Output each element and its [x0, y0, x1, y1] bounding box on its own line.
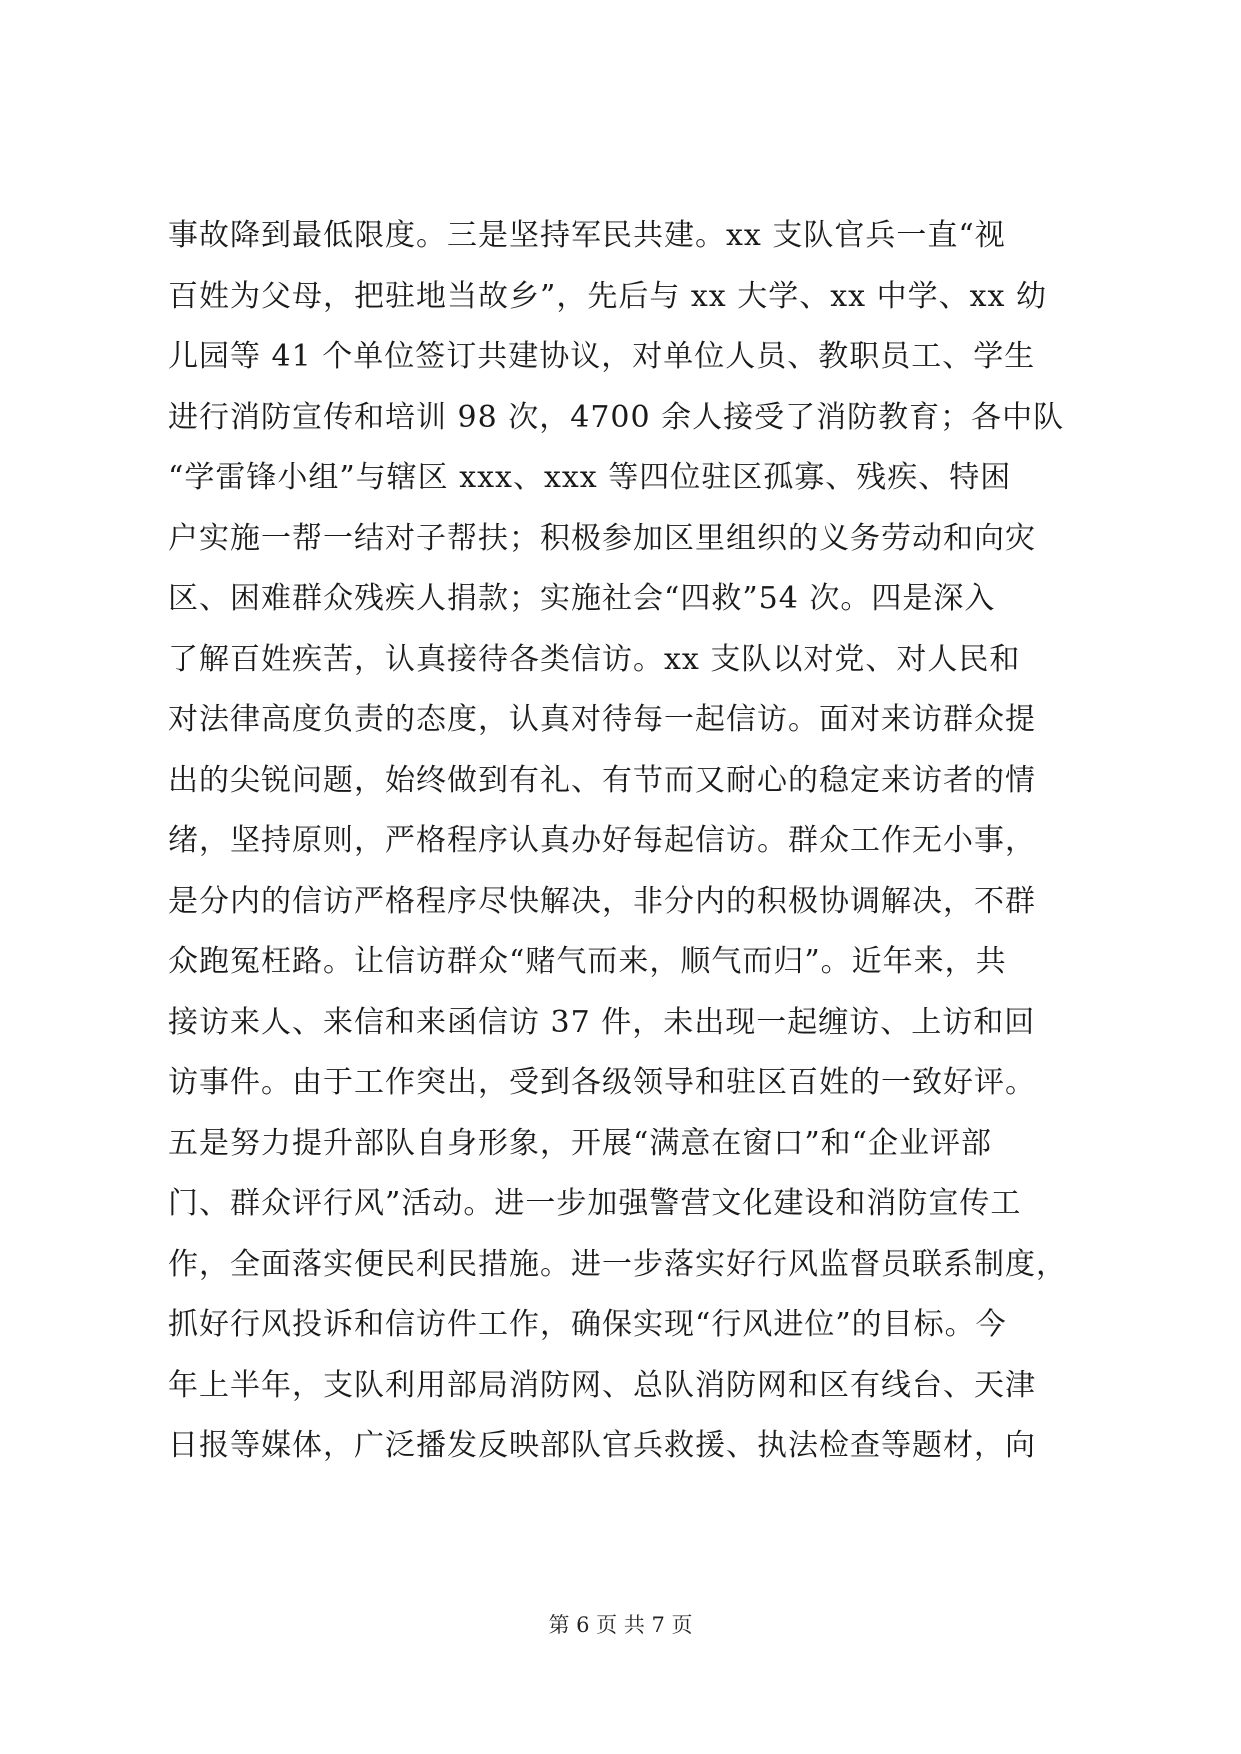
text-line: 访事件。由于工作突出，受到各级领导和驻区百姓的一致好评。 — [168, 1065, 1036, 1100]
text-line: 作，全面落实便民利民措施。进一步落实好行风监督员联系制度， — [168, 1246, 1067, 1282]
body-text — [168, 206, 1088, 1477]
text-line: 户实施一帮一结对子帮扶；积极参加区里组织的义务劳动和向灾 — [168, 520, 1036, 556]
text-line: “学雷锋小组”与辖区 xxx、xxx 等四位驻区孤寡、残疾、特困 — [168, 460, 1012, 495]
text-line: 百姓为父母，把驻地当故乡”，先后与 xx 大学、xx 中学、xx 幼 — [168, 278, 1047, 314]
page-footer: 第 6 页 共 7 页 — [548, 1613, 693, 1637]
text-line: 日报等媒体，广泛播发反映部队官兵救援、执法检查等题材，向 — [168, 1428, 1036, 1463]
text-line: 出的尖锐问题，始终做到有礼、有节而又耐心的稳定来访者的情 — [168, 762, 1036, 798]
text-line: 接访来人、来信和来函信访 37 件，未出现一起缠访、上访和回 — [168, 1004, 1036, 1040]
text-line: 儿园等 41 个单位签订共建协议，对单位人员、教职员工、学生 — [168, 339, 1036, 374]
text-line: 进行消防宣传和培训 98 次，4700 余人接受了消防教育；各中队 — [168, 399, 1065, 435]
text-line: 对法律高度负责的态度，认真对待每一起信访。面对来访群众提 — [168, 702, 1036, 737]
text-line: 了解百姓疾苦，认真接待各类信访。xx 支队以对党、对人民和 — [168, 641, 1021, 677]
text-line: 抓好行风投诉和信访件工作，确保实现“行风进位”的目标。今 — [168, 1307, 1007, 1342]
text-line: 年上半年，支队利用部局消防网、总队消防网和区有线台、天津 — [168, 1367, 1036, 1403]
text-line: 众跑冤枉路。让信访群众“赌气而来，顺气而归”。近年来，共 — [168, 944, 1007, 979]
text-line: 区、困难群众残疾人捐款；实施社会“四救”54 次。四是深入 — [168, 581, 996, 616]
text-line: 绪，坚持原则，严格程序认真办好每起信访。群众工作无小事， — [168, 823, 1036, 858]
text-line: 门、群众评行风”活动。进一步加强警营文化建设和消防宣传工 — [168, 1186, 1022, 1221]
text-line: 是分内的信访严格程序尽快解决，非分内的积极协调解决，不群 — [168, 883, 1036, 919]
text-line: 事故降到最低限度。三是坚持军民共建。xx 支队官兵一直“视 — [168, 218, 1006, 253]
text-line: 五是努力提升部队自身形象，开展“满意在窗口”和“企业评部 — [168, 1125, 993, 1161]
